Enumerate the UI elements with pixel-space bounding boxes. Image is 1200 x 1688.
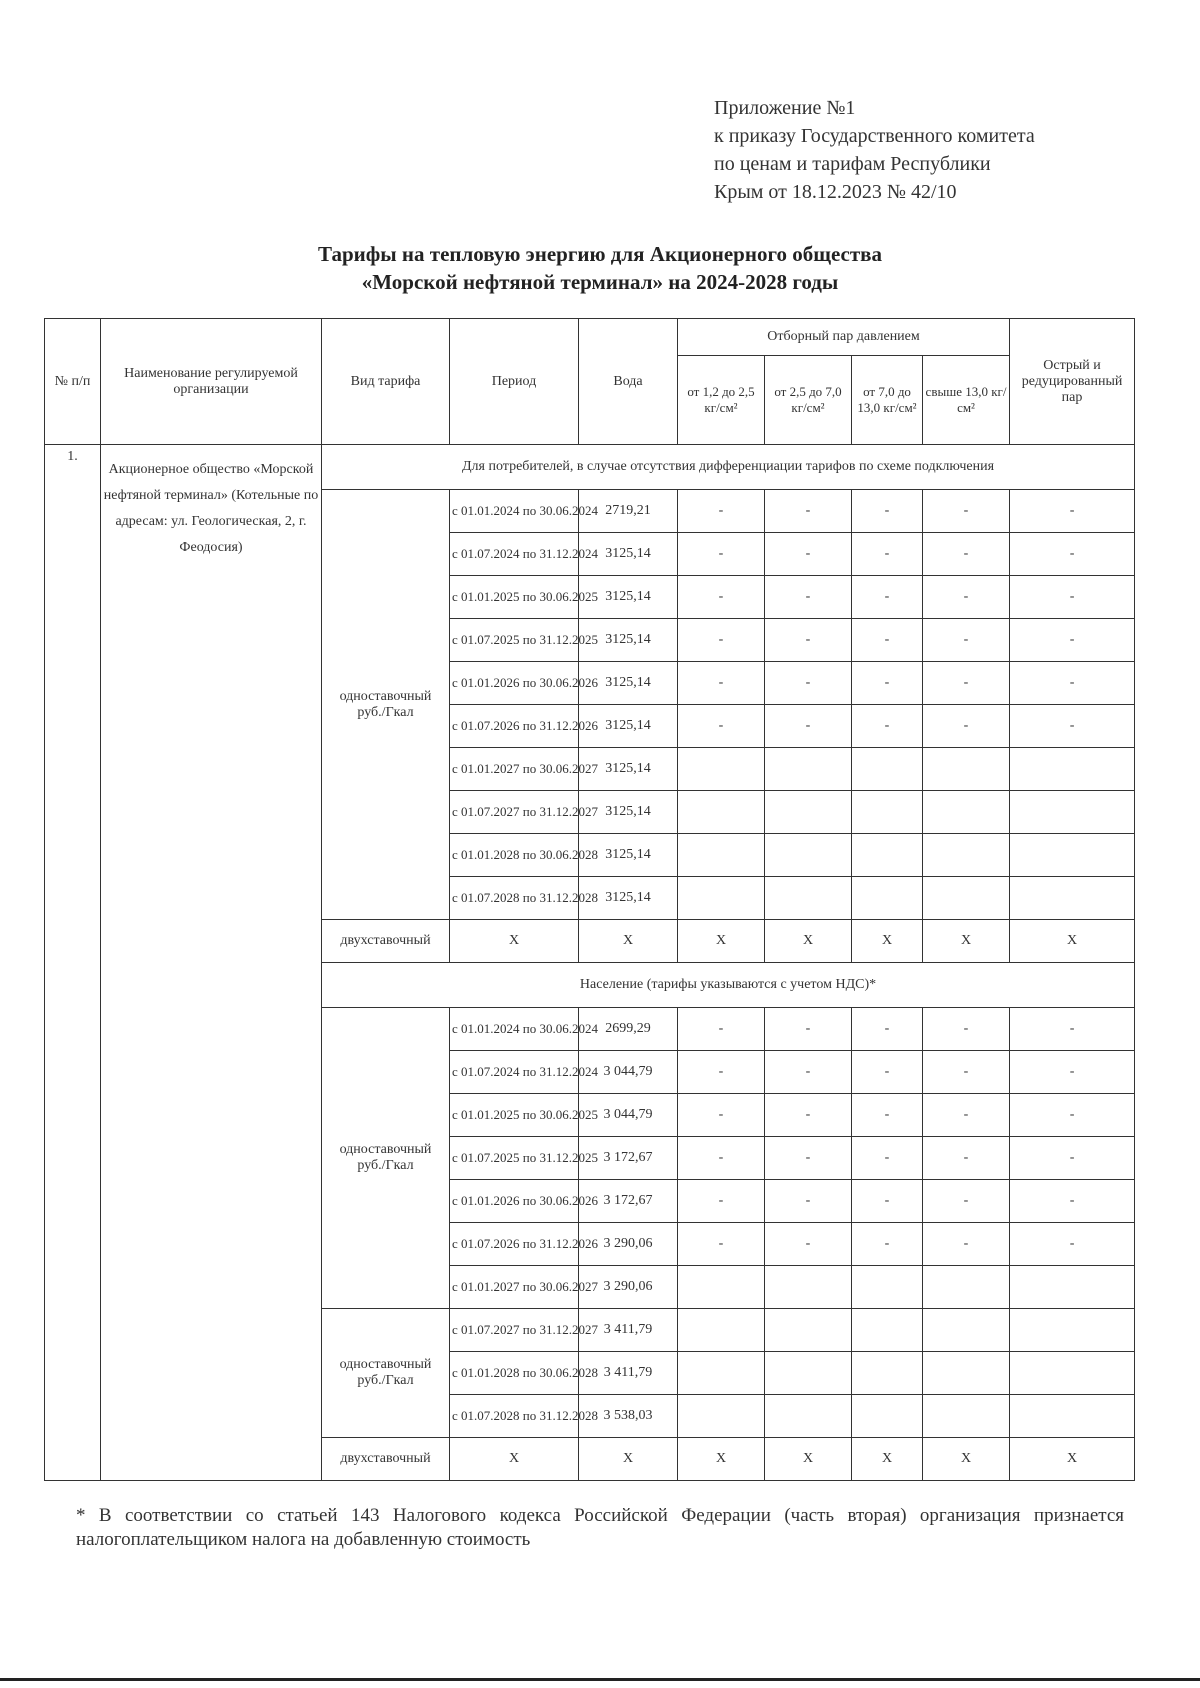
steam-value: X [678, 920, 765, 963]
period-cell: с 01.01.2028 по 30.06.2028 [450, 834, 579, 877]
steam-value: - [765, 1180, 852, 1223]
period-cell: с 01.01.2026 по 30.06.2026 [450, 662, 579, 705]
steam-value [765, 1352, 852, 1395]
annex-line-1: Приложение №1 [714, 97, 856, 119]
steam-value: - [1010, 1094, 1135, 1137]
steam-value [678, 1395, 765, 1438]
steam-value: - [852, 662, 923, 705]
document-title [0, 240, 1200, 296]
steam-value [1010, 1309, 1135, 1352]
steam-value: - [852, 619, 923, 662]
steam-value: - [678, 705, 765, 748]
period-cell: с 01.07.2026 по 31.12.2026 [450, 1223, 579, 1266]
steam-value: - [1010, 490, 1135, 533]
steam-value: - [1010, 1008, 1135, 1051]
steam-value: - [923, 533, 1010, 576]
steam-value: - [923, 1094, 1010, 1137]
steam-value [765, 1395, 852, 1438]
steam-value [1010, 834, 1135, 877]
period-cell: с 01.07.2026 по 31.12.2026 [450, 705, 579, 748]
period-cell: с 01.01.2024 по 30.06.2024 [450, 1008, 579, 1051]
steam-value: - [765, 1051, 852, 1094]
steam-value [852, 1266, 923, 1309]
steam-value: - [765, 705, 852, 748]
tariff-type-label: двухставочный [322, 1438, 450, 1481]
water-value: 3 290,06 [579, 1266, 678, 1309]
period-cell: с 01.01.2024 по 30.06.2024 [450, 490, 579, 533]
steam-value: - [923, 1137, 1010, 1180]
header-water: Вода [579, 319, 678, 445]
water-value: 3125,14 [579, 662, 678, 705]
steam-value [923, 1309, 1010, 1352]
steam-value [1010, 1395, 1135, 1438]
period-cell: с 01.01.2028 по 30.06.2028 [450, 1352, 579, 1395]
header-type: Вид тарифа [322, 319, 450, 445]
steam-value: - [852, 576, 923, 619]
steam-value: X [1010, 920, 1135, 963]
section-2-title: Население (тарифы указываются с учетом НДС)* [322, 963, 1135, 1008]
steam-value: - [765, 490, 852, 533]
annex-line-4: Крым от 18.12.2023 № 42/10 [714, 181, 957, 203]
steam-value [678, 1309, 765, 1352]
steam-value: X [765, 920, 852, 963]
steam-value: - [765, 1137, 852, 1180]
steam-value: - [1010, 662, 1135, 705]
water-value: 3125,14 [579, 619, 678, 662]
steam-value [1010, 877, 1135, 920]
steam-value: - [1010, 705, 1135, 748]
tariff-table [44, 318, 1135, 1481]
header-sharp-steam: Острый и редуцированный пар [1010, 319, 1135, 445]
steam-value: - [852, 1094, 923, 1137]
header-steam-group: Отборный пар давлением [678, 319, 1010, 356]
steam-value [923, 748, 1010, 791]
water-value: 3 172,67 [579, 1180, 678, 1223]
header-org: Наименование регулируемой организации [101, 319, 322, 445]
steam-value: - [1010, 576, 1135, 619]
steam-value [678, 748, 765, 791]
header-pressure-2: от 2,5 до 7,0 кг/см² [765, 356, 852, 445]
water-value: 3 290,06 [579, 1223, 678, 1266]
steam-value: - [678, 1223, 765, 1266]
period-cell: с 01.07.2027 по 31.12.2027 [450, 1309, 579, 1352]
steam-value: - [852, 705, 923, 748]
steam-value: X [1010, 1438, 1135, 1481]
tariff-type-label: одноставочный руб./Гкал [322, 490, 450, 920]
period-cell: с 01.01.2026 по 30.06.2026 [450, 1180, 579, 1223]
steam-value [765, 1309, 852, 1352]
steam-value: - [923, 1180, 1010, 1223]
steam-value: - [678, 619, 765, 662]
steam-value [678, 877, 765, 920]
water-value: 3125,14 [579, 834, 678, 877]
title-line-1: Тарифы на тепловую энергию для Акционерного общества [317, 242, 883, 266]
header-period: Период [450, 319, 579, 445]
steam-value: - [765, 1223, 852, 1266]
steam-value [852, 1309, 923, 1352]
steam-value: - [765, 533, 852, 576]
steam-value: - [923, 1223, 1010, 1266]
steam-value: - [1010, 619, 1135, 662]
organization-name: Акционерное общество «Морской нефтяной терминал» (Котельные по адресам: ул. Геологическая, 2, г. Феодосия) [101, 445, 322, 1481]
water-value: 3125,14 [579, 791, 678, 834]
steam-value: - [923, 1008, 1010, 1051]
steam-value [852, 834, 923, 877]
steam-value [923, 1395, 1010, 1438]
section-1-title-row [45, 445, 1135, 490]
title-line-2: «Морской нефтяной терминал» на 2024-2028 годы [361, 270, 839, 294]
water-value: 3125,14 [579, 705, 678, 748]
period-cell: с 01.07.2028 по 31.12.2028 [450, 1395, 579, 1438]
tariff-type-label: одноставочный руб./Гкал [322, 1008, 450, 1309]
tariff-type-label: двухставочный [322, 920, 450, 963]
water-value: 2719,21 [579, 490, 678, 533]
annex-line-3: по ценам и тарифам Республики [714, 153, 991, 175]
section-1-title: Для потребителей, в случае отсутствия дифференциации тарифов по схеме подключения [322, 445, 1135, 490]
steam-value: - [765, 576, 852, 619]
water-value: 3 044,79 [579, 1094, 678, 1137]
row-number: 1. [45, 445, 101, 1481]
annex-line-2: к приказу Государственного комитета [714, 125, 1035, 147]
steam-value: - [678, 1180, 765, 1223]
steam-value: - [852, 533, 923, 576]
period-cell: с 01.07.2024 по 31.12.2024 [450, 1051, 579, 1094]
steam-value: - [852, 1008, 923, 1051]
steam-value [678, 791, 765, 834]
steam-value: - [852, 1223, 923, 1266]
steam-value: - [852, 1137, 923, 1180]
steam-value: X [923, 920, 1010, 963]
steam-value: X [678, 1438, 765, 1481]
steam-value [1010, 791, 1135, 834]
steam-value: - [1010, 1180, 1135, 1223]
period-cell: с 01.01.2025 по 30.06.2025 [450, 1094, 579, 1137]
water-value: 3125,14 [579, 533, 678, 576]
steam-value [765, 1266, 852, 1309]
steam-value: X [852, 1438, 923, 1481]
water-value: 3 411,79 [579, 1352, 678, 1395]
water-value: 2699,29 [579, 1008, 678, 1051]
steam-value: - [765, 1094, 852, 1137]
water-value: X [579, 920, 678, 963]
tariff-table-body [45, 319, 1135, 1481]
tariff-type-label: одноставочный руб./Гкал [322, 1309, 450, 1438]
steam-value [852, 748, 923, 791]
water-value: 3 411,79 [579, 1309, 678, 1352]
steam-value [765, 877, 852, 920]
steam-value: - [852, 1180, 923, 1223]
steam-value [765, 791, 852, 834]
steam-value: - [923, 619, 1010, 662]
steam-value: - [1010, 1051, 1135, 1094]
steam-value [678, 834, 765, 877]
period-cell: с 01.07.2025 по 31.12.2025 [450, 1137, 579, 1180]
footnote: * В соответствии со статьей 143 Налогового кодекса Российской Федерации (часть вторая) организация признается налогоплательщиком налога на добавленную стоимость [76, 1505, 1124, 1550]
steam-value: - [1010, 1223, 1135, 1266]
steam-value: - [852, 490, 923, 533]
steam-value: - [678, 662, 765, 705]
steam-value [765, 748, 852, 791]
steam-value: - [852, 1051, 923, 1094]
steam-value: - [765, 619, 852, 662]
steam-value: - [923, 576, 1010, 619]
water-value: 3 538,03 [579, 1395, 678, 1438]
period-cell: с 01.01.2027 по 30.06.2027 [450, 1266, 579, 1309]
steam-value [923, 877, 1010, 920]
steam-value: - [923, 1051, 1010, 1094]
steam-value [1010, 748, 1135, 791]
steam-value [765, 834, 852, 877]
steam-value: - [923, 490, 1010, 533]
water-value: 3125,14 [579, 877, 678, 920]
steam-value [852, 791, 923, 834]
water-value: 3 044,79 [579, 1051, 678, 1094]
steam-value [852, 877, 923, 920]
steam-value: - [923, 662, 1010, 705]
steam-value [923, 1352, 1010, 1395]
header-pressure-3: от 7,0 до 13,0 кг/см² [852, 356, 923, 445]
period-cell: с 01.01.2025 по 30.06.2025 [450, 576, 579, 619]
steam-value: - [1010, 1137, 1135, 1180]
water-value: 3125,14 [579, 748, 678, 791]
header-pressure-4: свыше 13,0 кг/см² [923, 356, 1010, 445]
steam-value [923, 834, 1010, 877]
steam-value: - [678, 576, 765, 619]
steam-value [678, 1266, 765, 1309]
steam-value: - [765, 662, 852, 705]
header-row-1 [45, 319, 1135, 356]
steam-value: - [923, 705, 1010, 748]
steam-value [852, 1352, 923, 1395]
steam-value: - [678, 1008, 765, 1051]
steam-value [1010, 1352, 1135, 1395]
steam-value: X [765, 1438, 852, 1481]
period-cell: X [450, 1438, 579, 1481]
steam-value: X [923, 1438, 1010, 1481]
steam-value: - [678, 490, 765, 533]
steam-value: X [852, 920, 923, 963]
water-value: X [579, 1438, 678, 1481]
period-cell: с 01.01.2027 по 30.06.2027 [450, 748, 579, 791]
water-value: 3 172,67 [579, 1137, 678, 1180]
steam-value: - [678, 1137, 765, 1180]
steam-value: - [678, 1051, 765, 1094]
steam-value [1010, 1266, 1135, 1309]
period-cell: с 01.07.2025 по 31.12.2025 [450, 619, 579, 662]
steam-value: - [678, 1094, 765, 1137]
steam-value [923, 1266, 1010, 1309]
steam-value [678, 1352, 765, 1395]
bottom-rule [0, 1678, 1200, 1681]
steam-value [923, 791, 1010, 834]
header-pressure-1: от 1,2 до 2,5 кг/см² [678, 356, 765, 445]
period-cell: с 01.07.2024 по 31.12.2024 [450, 533, 579, 576]
period-cell: с 01.07.2027 по 31.12.2027 [450, 791, 579, 834]
steam-value [852, 1395, 923, 1438]
period-cell: X [450, 920, 579, 963]
period-cell: с 01.07.2028 по 31.12.2028 [450, 877, 579, 920]
steam-value: - [678, 533, 765, 576]
steam-value: - [765, 1008, 852, 1051]
header-num: № п/п [45, 319, 101, 445]
water-value: 3125,14 [579, 576, 678, 619]
steam-value: - [1010, 533, 1135, 576]
annex-block [714, 94, 1035, 206]
